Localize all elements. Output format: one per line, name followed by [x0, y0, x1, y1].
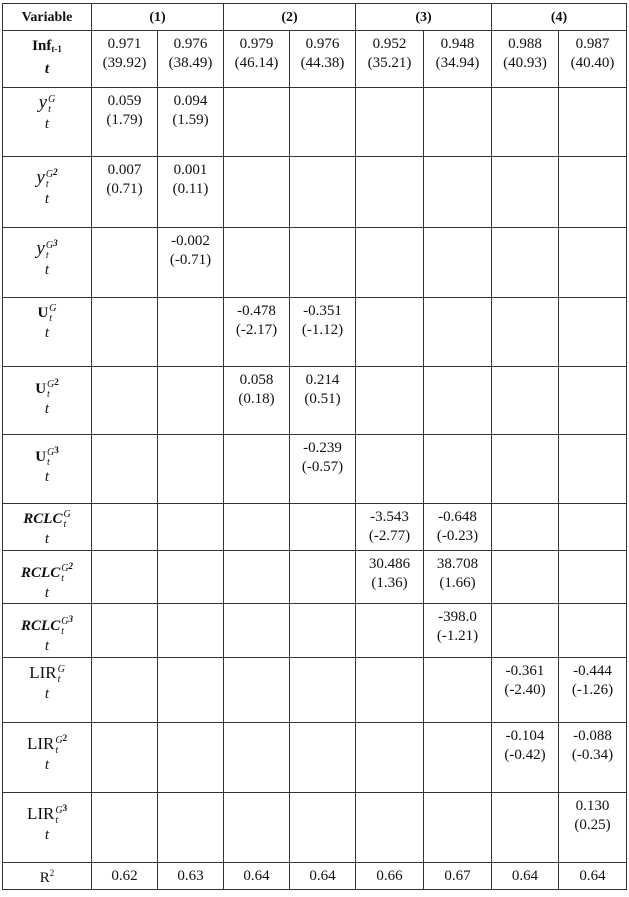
coefficient-value: -0.088 — [573, 728, 612, 744]
variable-sup-sub — [46, 170, 53, 190]
coefficient-value: 38.708 — [436, 556, 479, 572]
coefficient-cell — [356, 228, 424, 298]
coefficient-cell — [92, 298, 158, 367]
coefficient-cell — [356, 88, 424, 157]
tstat-value: (44.38) — [300, 55, 345, 71]
variable-name — [3, 371, 91, 400]
coefficient-cell — [356, 723, 424, 793]
variable-superscript: G — [49, 302, 57, 314]
coefficient-value: 0.007 — [107, 162, 142, 178]
coefficient-cell — [492, 658, 559, 723]
tstat-value: (38.49) — [168, 55, 213, 71]
tstat-value: (40.40) — [570, 55, 615, 71]
variable-time-subscript: t — [47, 388, 50, 400]
coefficient-cell — [224, 298, 290, 367]
variable-power: 3 — [62, 803, 68, 813]
coefficient-cell — [559, 367, 627, 435]
coefficient-value: -0.648 — [438, 509, 477, 525]
tstat-value: (1.36) — [371, 575, 408, 591]
coefficient-cell — [290, 228, 356, 298]
variable-time-subscript: t — [45, 249, 49, 261]
variable-symbol: LIR — [29, 663, 57, 682]
coefficient-cell — [92, 793, 158, 863]
variable-superscript: G — [61, 615, 69, 627]
coefficient-cell — [92, 723, 158, 793]
coefficient-cell — [158, 551, 224, 604]
coefficient-cell — [290, 435, 356, 504]
coefficient-cell — [224, 604, 290, 658]
variable-symbol: y — [36, 167, 45, 188]
coefficient-cell — [492, 793, 559, 863]
header-model-4: (4) — [492, 4, 627, 31]
coefficient-value: 0.952 — [372, 36, 407, 52]
r-squared-value: 0.64 — [492, 863, 559, 890]
r-squared-value: 0.64 — [559, 863, 627, 890]
variable-time-subscript: t — [48, 103, 51, 115]
coefficient-cell — [424, 604, 492, 658]
coefficient-value: 0.979 — [239, 36, 274, 52]
tstat-value: (34.94) — [435, 55, 480, 71]
coefficient-cell — [424, 551, 492, 604]
header-variable: Variable — [3, 4, 92, 31]
coefficient-cell — [356, 793, 424, 863]
variable-name — [3, 508, 91, 530]
coefficient-value: -0.351 — [303, 303, 342, 319]
variable-cell — [3, 551, 92, 604]
tstat-value: (0.18) — [238, 391, 275, 407]
variable-superscript: G — [47, 446, 55, 458]
coefficient-cell — [356, 298, 424, 367]
variable-cell — [3, 793, 92, 863]
coefficient-cell — [224, 88, 290, 157]
variable-symbol: U — [35, 449, 47, 465]
variable-sup-sub — [48, 95, 55, 115]
variable-symbol: RCLC — [21, 565, 61, 581]
coefficient-cell — [224, 723, 290, 793]
coefficient-cell — [158, 504, 224, 551]
coefficient-cell — [92, 157, 158, 228]
r-squared-value: 0.66 — [356, 863, 424, 890]
coefficient-value: -0.478 — [237, 303, 276, 319]
tstat-value: (-0.23) — [436, 528, 479, 544]
variable-cell — [3, 298, 92, 367]
variable-name — [3, 555, 91, 584]
table-row — [3, 31, 627, 88]
coefficient-value: 0.988 — [508, 36, 542, 52]
coefficient-cell — [559, 31, 627, 88]
tstat-value: (1.66) — [439, 575, 476, 591]
coefficient-cell — [224, 793, 290, 863]
tstat-label: t — [44, 61, 50, 77]
coefficient-cell — [492, 228, 559, 298]
coefficient-value: 0.948 — [440, 36, 475, 52]
coefficient-cell — [290, 31, 356, 88]
coefficient-value: -0.444 — [573, 663, 612, 679]
tstat-value: (35.21) — [367, 55, 412, 71]
variable-superscript: G — [63, 508, 71, 520]
coefficient-cell — [290, 88, 356, 157]
coefficient-cell — [492, 723, 559, 793]
r-squared-value: 0.63 — [158, 863, 224, 890]
coefficient-cell — [158, 435, 224, 504]
tstat-label: t — [44, 686, 50, 702]
coefficient-cell — [492, 157, 559, 228]
coefficient-cell — [424, 793, 492, 863]
variable-superscript: G — [55, 804, 63, 816]
variable-power: 2 — [62, 733, 68, 743]
coefficient-cell — [356, 658, 424, 723]
coefficient-value: -398.0 — [438, 609, 477, 625]
coefficient-value: 0.130 — [575, 798, 610, 814]
variable-power: 3 — [54, 445, 59, 455]
coefficient-cell — [492, 435, 559, 504]
coefficient-cell — [224, 228, 290, 298]
coefficient-value: 0.058 — [239, 372, 274, 388]
header-row — [3, 4, 627, 31]
coefficient-cell — [492, 298, 559, 367]
variable-symbol: U — [35, 381, 47, 397]
coefficient-value: -0.361 — [505, 663, 545, 679]
coefficient-cell — [158, 88, 224, 157]
coefficient-value: 0.094 — [173, 93, 208, 109]
tstat-value: (-0.57) — [301, 459, 344, 475]
r-squared-label — [3, 863, 92, 890]
coefficient-cell — [559, 504, 627, 551]
coefficient-value: 0.976 — [305, 36, 340, 52]
tstat-value: (-1.12) — [301, 322, 344, 338]
tstat-label: t — [44, 325, 50, 341]
coefficient-cell — [356, 435, 424, 504]
coefficient-cell — [492, 551, 559, 604]
tstat-label: t — [44, 827, 50, 843]
tstat-value: (-2.77) — [368, 528, 411, 544]
tstat-label: t — [44, 262, 50, 278]
coefficient-cell — [424, 298, 492, 367]
coefficient-value: 0.214 — [305, 372, 340, 388]
coefficient-cell — [92, 435, 158, 504]
table-row — [3, 723, 627, 793]
coefficient-cell — [559, 298, 627, 367]
table-row — [3, 88, 627, 157]
coefficient-cell — [356, 604, 424, 658]
header-model-1: (1) — [92, 4, 224, 31]
variable-sup-sub — [46, 241, 53, 261]
coefficient-value: -0.002 — [171, 233, 210, 249]
coefficient-value: 0.001 — [173, 162, 208, 178]
table-row — [3, 793, 627, 863]
coefficient-cell — [492, 504, 559, 551]
coefficient-cell — [224, 31, 290, 88]
tstat-value: (0.71) — [106, 181, 143, 197]
variable-time-subscript: t — [61, 625, 64, 637]
variable-cell — [3, 504, 92, 551]
variable-cell — [3, 367, 92, 435]
coefficient-cell — [92, 504, 158, 551]
tstat-label: t — [44, 757, 50, 773]
variable-symbol: y — [36, 238, 45, 259]
coefficient-cell — [224, 504, 290, 551]
variable-superscript: G — [45, 168, 54, 180]
coefficient-cell — [158, 604, 224, 658]
tstat-label: t — [44, 401, 50, 417]
variable-sup-sub — [49, 304, 56, 324]
coefficient-value: -0.104 — [505, 728, 545, 744]
tstat-value: (0.25) — [574, 817, 611, 833]
coefficient-cell — [424, 435, 492, 504]
coefficient-cell — [290, 298, 356, 367]
variable-symbol: RCLC — [23, 511, 63, 527]
variable-name — [3, 232, 91, 261]
coefficient-cell — [92, 88, 158, 157]
coefficient-cell — [92, 658, 158, 723]
coefficient-cell — [158, 298, 224, 367]
coefficient-cell — [92, 604, 158, 658]
variable-time-subscript: t — [57, 673, 61, 685]
tstat-label: t — [44, 531, 50, 547]
variable-name — [3, 302, 91, 324]
variable-cell — [3, 88, 92, 157]
tstat-value: (40.93) — [503, 55, 547, 71]
variable-time-subscript: t — [45, 178, 49, 190]
table-row — [3, 604, 627, 658]
variable-superscript: G — [55, 734, 63, 746]
variable-symbol: y — [38, 92, 48, 113]
coefficient-cell — [492, 88, 559, 157]
variable-name — [3, 161, 91, 190]
coefficient-cell — [158, 367, 224, 435]
coefficient-cell — [356, 504, 424, 551]
coefficient-cell — [559, 435, 627, 504]
tstat-label: t — [44, 469, 50, 485]
tstat-label: t — [44, 638, 50, 654]
variable-symbol: U — [37, 305, 49, 321]
header-model-3: (3) — [356, 4, 492, 31]
variable-superscript: G — [47, 378, 55, 390]
tstat-value: (46.14) — [234, 55, 279, 71]
variable-symbol: LIR — [26, 804, 55, 823]
r-squared-superscript: 2 — [49, 868, 55, 878]
coefficient-cell — [559, 551, 627, 604]
variable-superscript: G — [45, 239, 54, 251]
variable-name — [3, 727, 91, 756]
variable-power: 2 — [53, 167, 58, 177]
tstat-label: t — [44, 585, 50, 601]
variable-power: 2 — [68, 561, 73, 571]
tstat-value: (-1.21) — [436, 628, 479, 644]
variable-cell — [3, 723, 92, 793]
table-row — [3, 367, 627, 435]
coefficient-value: 30.486 — [368, 556, 411, 572]
variable-name — [3, 608, 91, 637]
variable-symbol: Inf — [32, 38, 52, 54]
table-row — [3, 658, 627, 723]
coefficient-cell — [356, 367, 424, 435]
coefficient-cell — [424, 658, 492, 723]
coefficient-cell — [492, 367, 559, 435]
variable-time-subscript: t — [63, 518, 67, 530]
table-row — [3, 157, 627, 228]
tstat-value: (-2.17) — [235, 322, 278, 338]
variable-name — [3, 662, 91, 685]
tstat-label: t — [44, 191, 50, 207]
tstat-value: (-0.34) — [571, 747, 614, 763]
variable-cell — [3, 604, 92, 658]
coefficient-cell — [424, 31, 492, 88]
r-squared-value: 0.62 — [92, 863, 158, 890]
table-body — [3, 31, 627, 890]
variable-power: 3 — [68, 614, 73, 624]
coefficient-cell — [290, 793, 356, 863]
variable-cell — [3, 435, 92, 504]
coefficient-cell — [290, 367, 356, 435]
coefficient-cell — [559, 658, 627, 723]
table-row — [3, 298, 627, 367]
coefficient-cell — [356, 551, 424, 604]
coefficient-cell — [290, 504, 356, 551]
variable-cell — [3, 228, 92, 298]
coefficient-cell — [492, 604, 559, 658]
coefficient-value: -0.239 — [303, 440, 342, 456]
variable-time-subscript: t — [55, 744, 59, 756]
coefficient-cell — [224, 435, 290, 504]
coefficient-cell — [92, 367, 158, 435]
coefficient-value: -3.543 — [370, 509, 409, 525]
variable-cell — [3, 31, 92, 88]
table-row — [3, 228, 627, 298]
table-row — [3, 551, 627, 604]
coefficient-value: 0.971 — [107, 36, 142, 52]
coefficient-cell — [224, 367, 290, 435]
coefficient-cell — [158, 157, 224, 228]
variable-sup-sub — [63, 510, 70, 530]
tstat-value: (0.11) — [172, 181, 209, 197]
coefficient-cell — [290, 658, 356, 723]
coefficient-cell — [92, 551, 158, 604]
coefficient-cell — [92, 228, 158, 298]
r-squared-symbol: R — [39, 870, 50, 886]
tstat-value: (-0.42) — [504, 747, 546, 763]
tstat-value: (39.92) — [102, 55, 147, 71]
r-squared-row — [3, 863, 627, 890]
variable-power: 2 — [54, 377, 59, 387]
table-row — [3, 435, 627, 504]
coefficient-cell — [424, 504, 492, 551]
coefficient-value: 0.987 — [575, 36, 610, 52]
header-model-2: (2) — [224, 4, 356, 31]
coefficient-cell — [559, 723, 627, 793]
coefficient-cell — [224, 551, 290, 604]
coefficient-cell — [158, 228, 224, 298]
variable-name — [3, 439, 91, 468]
coefficient-cell — [424, 723, 492, 793]
coefficient-cell — [158, 723, 224, 793]
variable-name — [3, 92, 91, 115]
tstat-value: (1.59) — [172, 112, 209, 128]
variable-time-subscript: t — [47, 456, 50, 468]
coefficient-cell — [492, 31, 559, 88]
coefficient-cell — [290, 157, 356, 228]
variable-cell — [3, 157, 92, 228]
coefficient-cell — [290, 551, 356, 604]
variable-sup-sub — [55, 806, 62, 826]
r-squared-value: 0.67 — [424, 863, 492, 890]
coefficient-cell — [424, 367, 492, 435]
tstat-value: (-2.40) — [504, 682, 546, 698]
variable-superscript: G — [57, 663, 65, 675]
tstat-value: (1.79) — [106, 112, 143, 128]
tstat-value: (-0.71) — [169, 252, 212, 268]
coefficient-cell — [158, 793, 224, 863]
r-squared-value: 0.64 — [224, 863, 290, 890]
tstat-label: t — [44, 116, 50, 132]
coefficient-cell — [158, 31, 224, 88]
coefficient-cell — [224, 157, 290, 228]
coefficient-cell — [559, 88, 627, 157]
coefficient-cell — [424, 88, 492, 157]
regression-table — [2, 3, 627, 890]
coefficient-cell — [224, 658, 290, 723]
variable-subscript: t-1 — [51, 44, 62, 54]
variable-sup-sub — [58, 665, 65, 685]
coefficient-value: 0.976 — [173, 36, 208, 52]
coefficient-cell — [424, 228, 492, 298]
coefficient-value: 0.059 — [107, 93, 142, 109]
variable-time-subscript: t — [55, 814, 59, 826]
variable-symbol: RCLC — [21, 618, 61, 634]
coefficient-cell — [290, 604, 356, 658]
tstat-value: (0.51) — [304, 391, 341, 407]
variable-cell — [3, 658, 92, 723]
variable-sup-sub — [55, 736, 62, 756]
variable-symbol: LIR — [26, 734, 55, 753]
variable-superscript: G — [48, 93, 56, 105]
coefficient-cell — [559, 604, 627, 658]
coefficient-cell — [356, 31, 424, 88]
variable-power: 3 — [53, 238, 58, 248]
variable-time-subscript: t — [61, 572, 64, 584]
variable-name — [3, 797, 91, 826]
coefficient-cell — [559, 157, 627, 228]
table-row — [3, 504, 627, 551]
coefficient-cell — [559, 228, 627, 298]
tstat-value: (-1.26) — [571, 682, 614, 698]
coefficient-cell — [92, 31, 158, 88]
coefficient-cell — [424, 157, 492, 228]
variable-time-subscript: t — [49, 312, 53, 324]
r-squared-value: 0.64 — [290, 863, 356, 890]
variable-superscript: G — [61, 562, 69, 574]
variable-name — [3, 35, 91, 60]
coefficient-cell — [356, 157, 424, 228]
coefficient-cell — [158, 658, 224, 723]
coefficient-cell — [559, 793, 627, 863]
coefficient-cell — [290, 723, 356, 793]
